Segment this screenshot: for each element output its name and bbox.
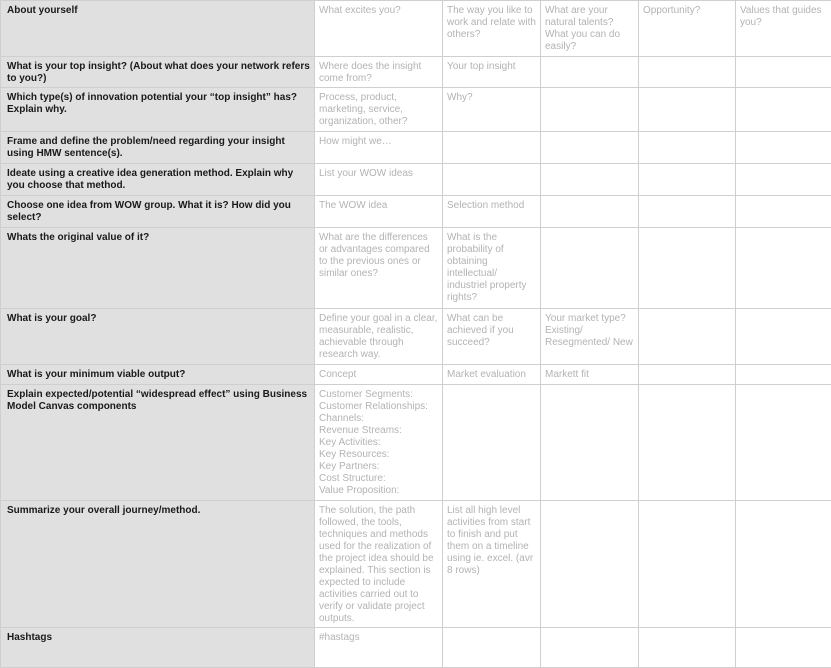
answer-cell[interactable]: Where does the insight come from? [315,57,443,88]
table-row [1,309,831,365]
answer-cell[interactable] [639,385,736,501]
answer-cell[interactable] [736,385,831,501]
question-cell: Explain expected/potential “widespread effect” using Business Model Canvas components [1,385,315,501]
table-row [1,365,831,385]
answer-cell[interactable]: List your WOW ideas [315,164,443,196]
answer-cell[interactable] [736,309,831,365]
table-row [1,88,831,132]
answer-cell[interactable]: #hastags [315,628,443,668]
answer-cell[interactable] [639,57,736,88]
answer-cell[interactable]: Define your goal in a clear, measurable, realistic, achievable through research way. [315,309,443,365]
answer-cell[interactable] [639,228,736,309]
answer-cell[interactable]: Process, product, marketing, service, organization, other? [315,88,443,132]
question-cell: Hashtags [1,628,315,668]
answer-cell[interactable]: How might we… [315,132,443,164]
answer-cell[interactable]: The solution, the path followed, the tools, techniques and methods used for the realization of the project idea should be explained. This section is expected to include activities carried out to verify or validate project outputs. [315,501,443,628]
answer-cell[interactable] [541,228,639,309]
question-cell: About yourself [1,1,315,57]
answer-cell[interactable] [443,628,541,668]
answer-cell[interactable]: Your market type? Existing/ Resegmented/ New [541,309,639,365]
answer-cell[interactable] [736,132,831,164]
answer-cell[interactable]: What are your natural talents? What you can do easily? [541,1,639,57]
answer-cell[interactable] [736,628,831,668]
answer-cell[interactable] [639,196,736,228]
answer-cell[interactable]: List all high level activities from start to finish and put them on a timeline using ie. excel. (avr 8 rows) [443,501,541,628]
answer-cell[interactable] [736,88,831,132]
question-cell: Frame and define the problem/need regarding your insight using HMW sentence(s). [1,132,315,164]
answer-cell[interactable]: Markett fit [541,365,639,385]
answer-cell[interactable] [736,164,831,196]
answer-cell[interactable] [639,164,736,196]
answer-cell[interactable] [736,501,831,628]
answer-cell[interactable]: Selection method [443,196,541,228]
answer-cell[interactable]: Why? [443,88,541,132]
table-row [1,164,831,196]
answer-cell[interactable] [639,132,736,164]
table-row [1,501,831,628]
answer-cell[interactable] [639,365,736,385]
answer-cell[interactable]: What are the differences or advantages compared to the previous ones or similar ones? [315,228,443,309]
answer-cell[interactable] [736,57,831,88]
answer-cell[interactable] [443,164,541,196]
answer-cell[interactable] [541,196,639,228]
question-cell: Ideate using a creative idea generation method. Explain why you choose that method. [1,164,315,196]
answer-cell[interactable]: Concept [315,365,443,385]
answer-cell[interactable] [736,196,831,228]
answer-cell[interactable] [639,628,736,668]
table-row [1,196,831,228]
answer-cell[interactable] [541,385,639,501]
answer-cell[interactable]: The way you like to work and relate with others? [443,1,541,57]
answer-cell[interactable] [541,164,639,196]
question-cell: What is your top insight? (About what does your network refers to you?) [1,57,315,88]
answer-cell[interactable] [736,228,831,309]
answer-cell[interactable] [736,365,831,385]
answer-cell[interactable]: Your top insight [443,57,541,88]
table-row [1,1,831,57]
answer-cell[interactable] [541,57,639,88]
question-cell: Whats the original value of it? [1,228,315,309]
answer-cell[interactable] [541,501,639,628]
question-cell: Summarize your overall journey/method. [1,501,315,628]
answer-cell[interactable]: What excites you? [315,1,443,57]
answer-cell[interactable] [541,132,639,164]
table-row [1,385,831,501]
answer-cell[interactable] [639,309,736,365]
answer-cell[interactable] [639,88,736,132]
answer-cell[interactable]: What is the probability of obtaining intellectual/ industriel property rights? [443,228,541,309]
table-row [1,132,831,164]
table-row [1,228,831,309]
answer-cell[interactable] [639,501,736,628]
answer-cell[interactable]: The WOW idea [315,196,443,228]
answer-cell[interactable]: Customer Segments: Customer Relationships: Channels: Revenue Streams: Key Activities: Key Resources: Key Partners: Cost Structure: Value Proposition: [315,385,443,501]
answer-cell[interactable] [541,88,639,132]
question-cell: Choose one idea from WOW group. What it is? How did you select? [1,196,315,228]
answer-cell[interactable] [443,385,541,501]
answer-cell[interactable]: What can be achieved if you succeed? [443,309,541,365]
answer-cell[interactable]: Market evaluation [443,365,541,385]
answer-cell[interactable]: Values that guides you? [736,1,831,57]
answer-cell[interactable] [443,132,541,164]
table-row [1,57,831,88]
answer-cell[interactable]: Opportunity? [639,1,736,57]
question-cell: What is your minimum viable output? [1,365,315,385]
question-cell: What is your goal? [1,309,315,365]
table-row [1,628,831,668]
answer-cell[interactable] [541,628,639,668]
question-cell: Which type(s) of innovation potential your “top insight” has? Explain why. [1,88,315,132]
